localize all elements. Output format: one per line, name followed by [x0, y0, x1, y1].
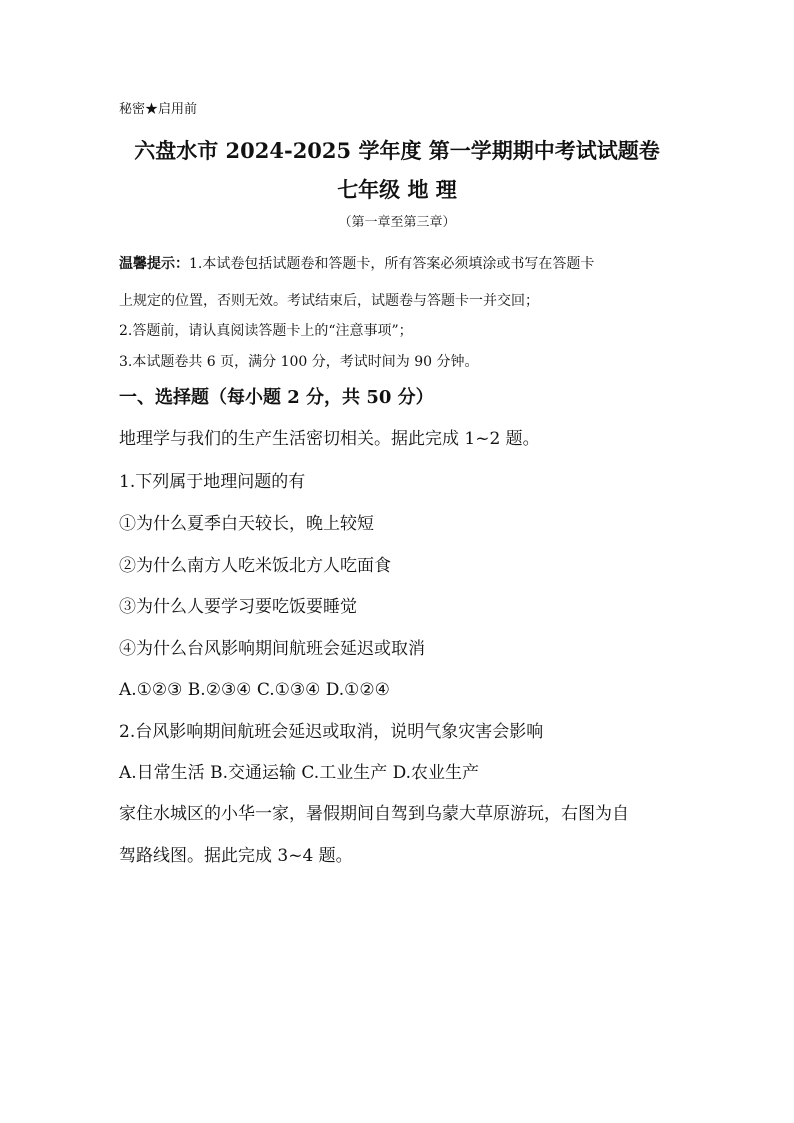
intro-text-1: 地理学与我们的生产生活密切相关。据此完成 1~2 题。: [119, 429, 540, 449]
notice-line-1: [119, 254, 594, 274]
page-subtitle: 七年级 地 理: [337, 177, 457, 202]
question-1-choices: A.①②③ B.②③④ C.①③④ D.①②④: [119, 680, 390, 700]
question-2-choices: A.日常生活 B.交通运输 C.工业生产 D.农业生产: [119, 763, 480, 783]
notice-label: 温馨提示：: [119, 256, 189, 272]
section-title: 一、选择题（每小题 2 分，共 50 分）: [119, 387, 434, 408]
notice-line-2: 上规定的位置，否则无效。考试结束后，试题卷与答题卡一并交回；: [119, 293, 539, 309]
intro-text-2-line-2: 驾路线图。据此完成 3~4 题。: [119, 846, 353, 866]
chapter-scope: （第一章至第三章）: [338, 215, 456, 230]
question-1-option-1: ①为什么夏季白天较长，晚上较短: [119, 514, 374, 534]
notice-text-1: 1.本试卷包括试题卷和答题卡，所有答案必须填涂或书写在答题卡: [189, 256, 595, 272]
intro-text-2-line-1: 家住水城区的小华一家，暑假期间自驾到乌蒙大草原游玩，右图为自: [119, 804, 629, 824]
notice-line-3: 2.答题前，请认真阅读答题卡上的“注意事项”；: [119, 323, 413, 339]
secret-mark: 秘密★启用前: [119, 102, 198, 117]
question-1-stem: 1.下列属于地理问题的有: [119, 472, 306, 492]
question-1-option-3: ③为什么人要学习要吃饭要睡觉: [119, 597, 357, 617]
page-title: 六盘水市 2024-2025 学年度 第一学期期中考试试题卷: [134, 138, 660, 163]
question-2-stem: 2.台风影响期间航班会延迟或取消，说明气象灾害会影响: [119, 722, 544, 742]
notice-line-4: 3.本试题卷共 6 页，满分 100 分，考试时间为 90 分钟。: [119, 354, 479, 370]
question-1-option-2: ②为什么南方人吃米饭北方人吃面食: [119, 556, 391, 576]
question-1-option-4: ④为什么台风影响期间航班会延迟或取消: [119, 639, 425, 659]
